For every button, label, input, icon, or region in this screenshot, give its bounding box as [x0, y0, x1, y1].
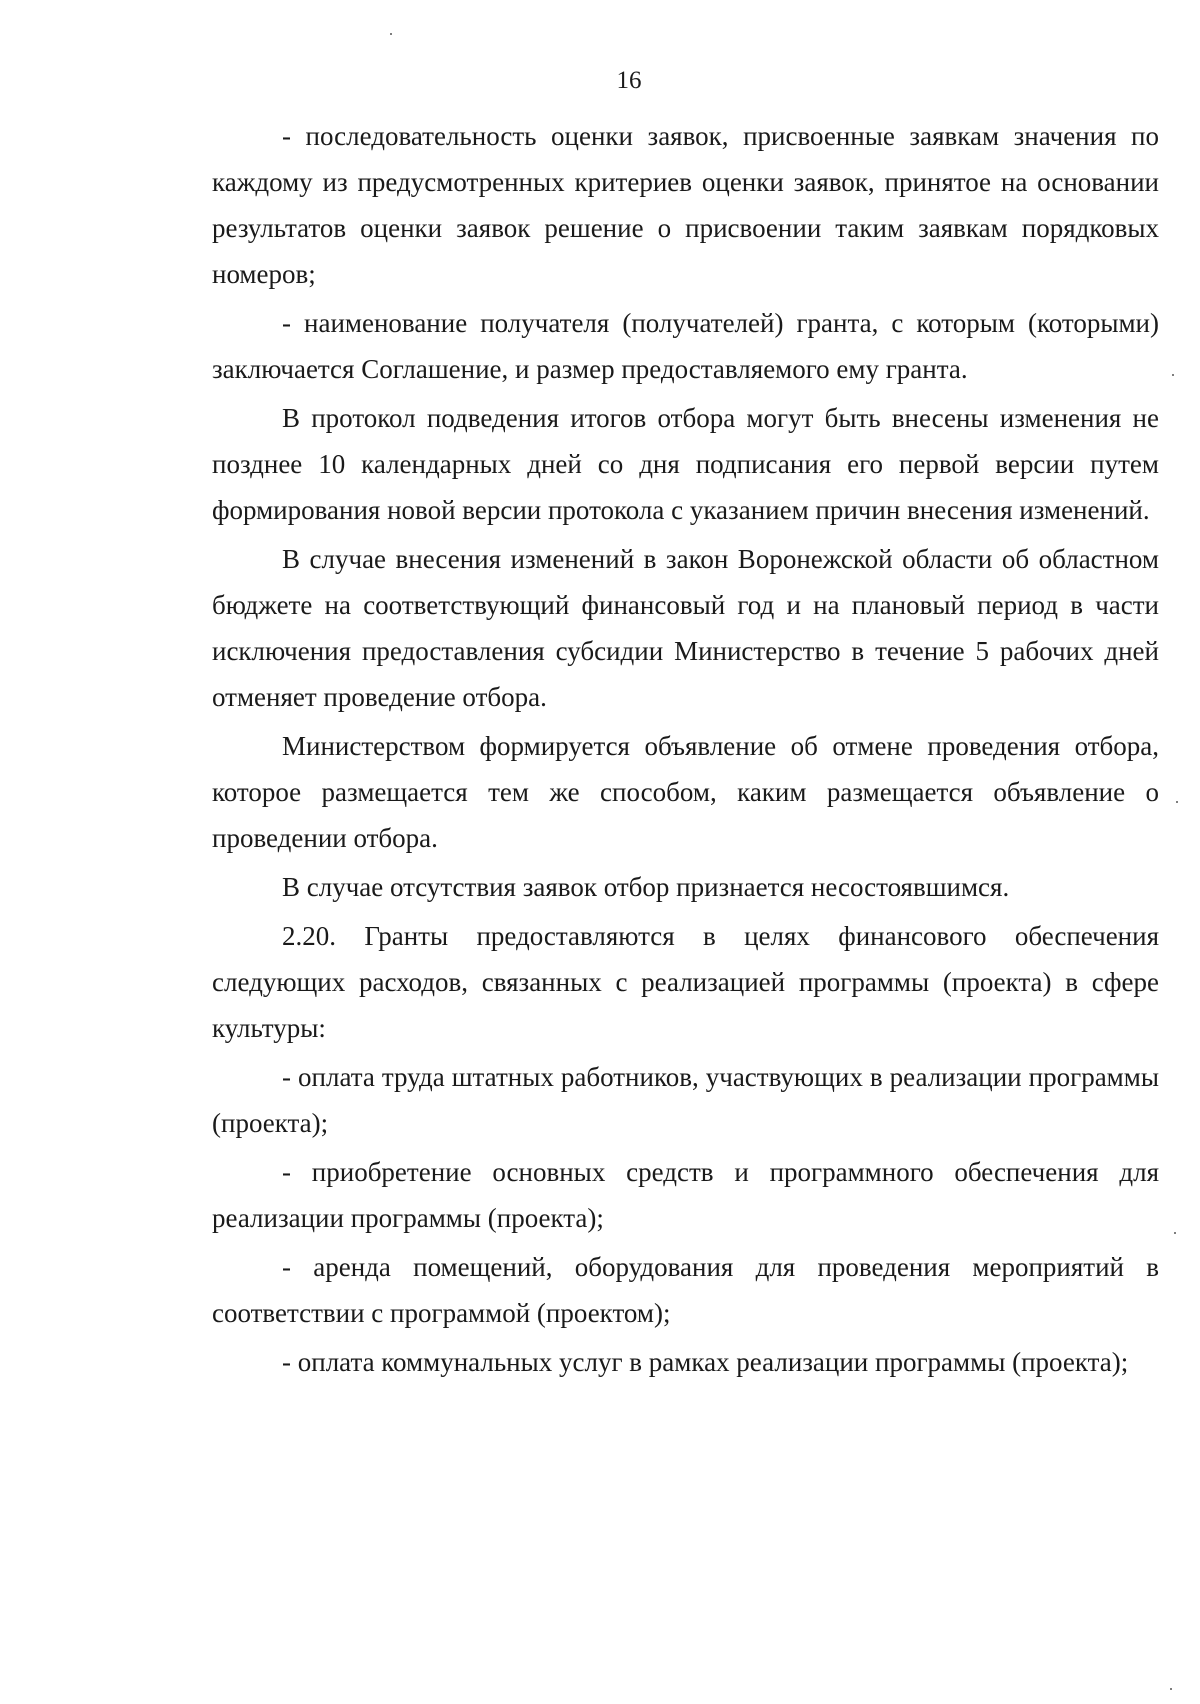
scan-speck [1172, 374, 1174, 376]
scan-speck [390, 33, 392, 35]
scan-speck [1176, 801, 1178, 803]
paragraph-no-applications: В случае отсутствия заявок отбор признается несостоявшимся. [282, 872, 1010, 902]
list-item-fixed-assets: - приобретение основных средств и программного обеспечения для реализации программы (проекта); [212, 1157, 1159, 1233]
paragraph-protocol-changes: В протокол подведения итогов отбора могут быть внесены изменения не позднее 10 календарных дней со дня подписания его первой версии путем формирования новой версии протокола с указанием причин внесения изменений. [212, 403, 1159, 525]
scan-speck [1170, 1688, 1172, 1690]
list-item-staff-salary: - оплата труда штатных работников, участвующих в реализации программы (проекта); [212, 1062, 1159, 1138]
paragraph-cancellation-notice: Министерством формируется объявление об отмене проведения отбора, которое размещается тем же способом, каким размещается объявление о проведении отбора. [212, 731, 1159, 853]
paragraph-budget-law-changes: В случае внесения изменений в закон Воронежской области об областном бюджете на соответствующий финансовый год и на плановый период в части исключения предоставления субсидии Министерство в течение 5 рабочих дней отменяет проведение отбора. [212, 544, 1159, 712]
list-item-utilities: - оплата коммунальных услуг в рамках реализации программы (проекта); [282, 1347, 1129, 1377]
page-number: 16 [616, 67, 642, 94]
scan-speck [1174, 1232, 1176, 1234]
paragraph-evaluation-sequence: - последовательность оценки заявок, присвоенные заявкам значения по каждому из предусмотренных критериев оценки заявок, принятое на основании результатов оценки заявок решение о присвоении таким заявкам порядковых номеров; [212, 121, 1159, 289]
paragraph-section-2-20: 2.20. Гранты предоставляются в целях финансового обеспечения следующих расходов, связанных с реализацией программы (проекта) в сфере культуры: [212, 921, 1159, 1043]
document-body [212, 113, 1159, 1388]
paragraph-grant-recipient: - наименование получателя (получателей) гранта, с которым (которыми) заключается Соглашение, и размер предоставляемого ему гранта. [212, 308, 1159, 384]
list-item-rent: - аренда помещений, оборудования для проведения мероприятий в соответствии с программой (проектом); [212, 1252, 1159, 1328]
